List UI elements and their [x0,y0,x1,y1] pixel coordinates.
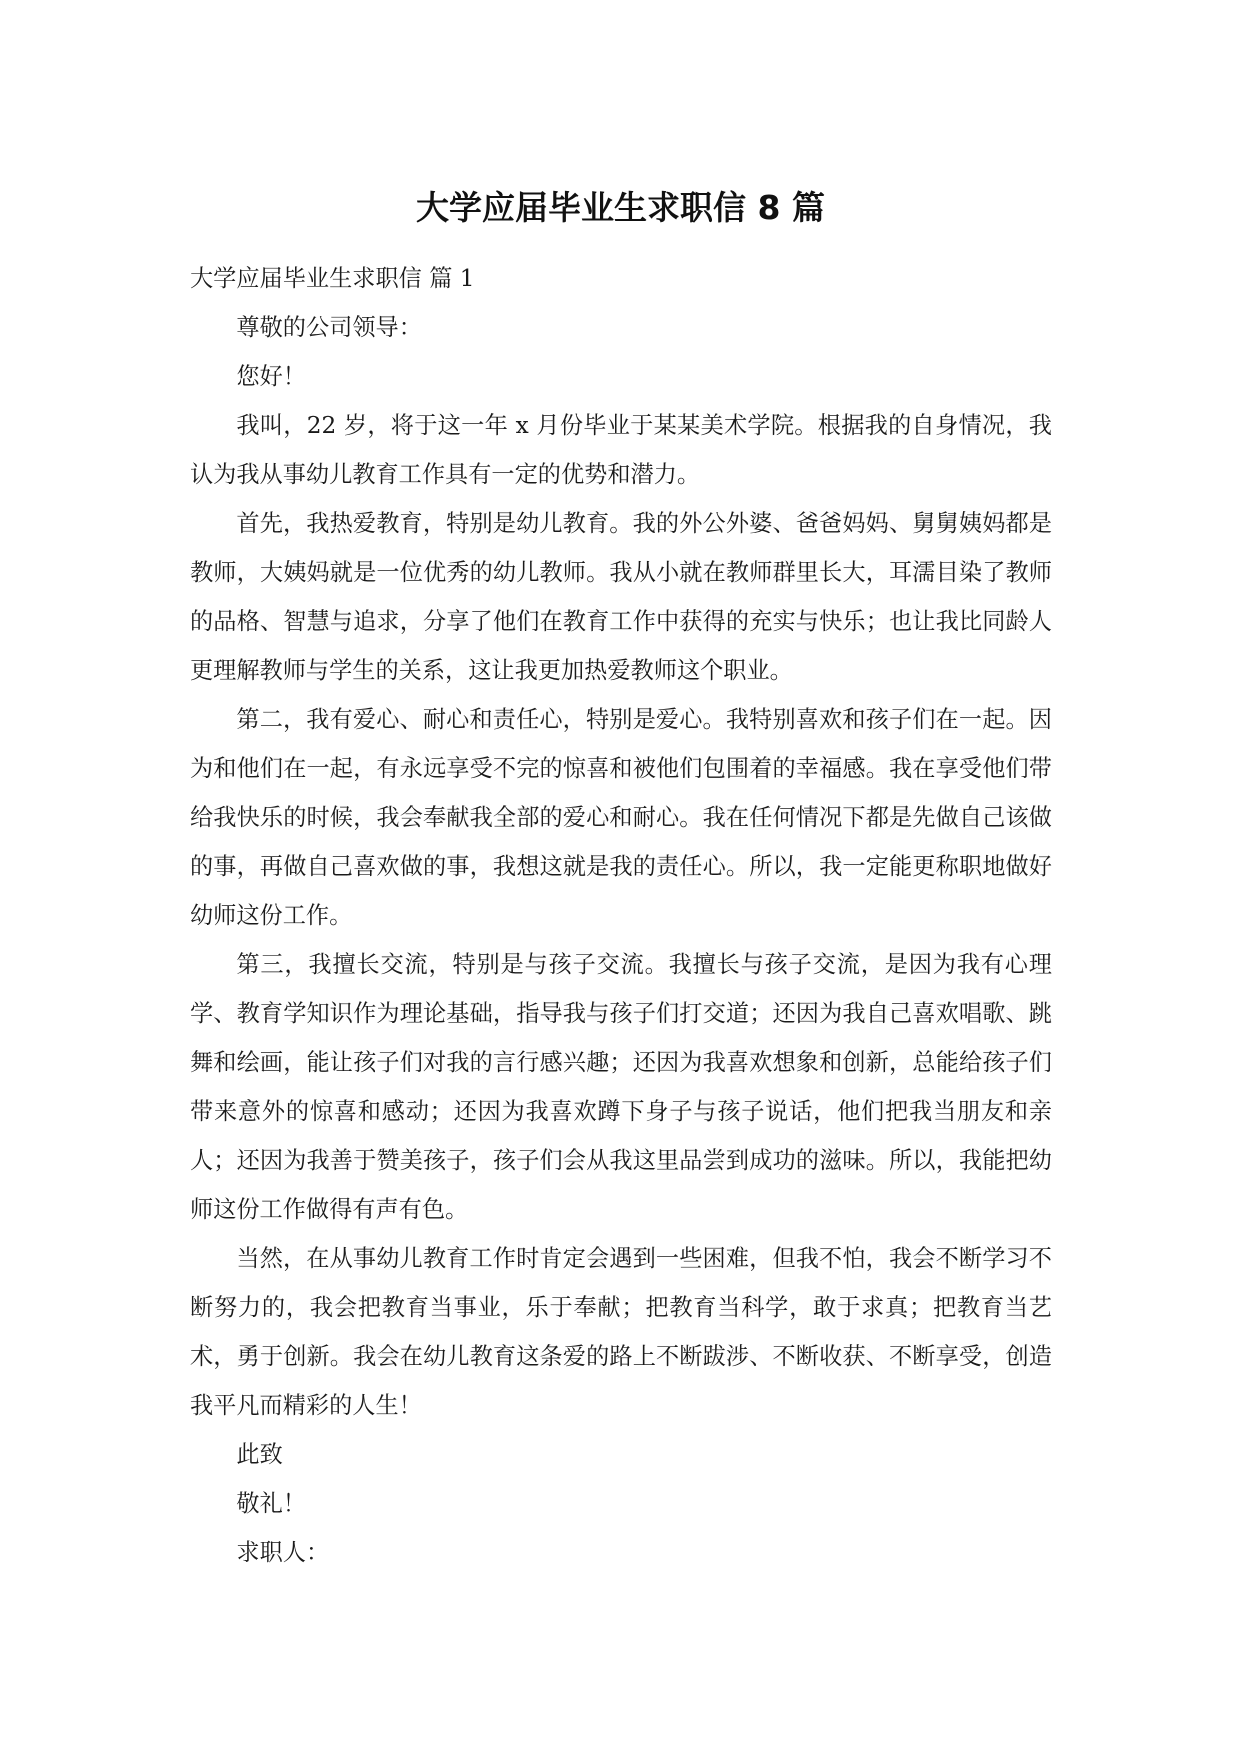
paragraph-intro: 我叫，22 岁，将于这一年 x 月份毕业于某某美术学院。根据我的自身情况，我认为我从事幼儿教育工作具有一定的优势和潜力。 [190,412,1052,488]
signature-line: 求职人： [236,1539,330,1566]
closing-line-2: 敬礼！ [236,1490,306,1517]
document-body [190,254,1052,1577]
paragraph-first: 首先，我热爱教育，特别是幼儿教育。我的外公外婆、爸爸妈妈、舅舅姨妈都是教师，大姨妈就是一位优秀的幼儿教师。我从小就在教师群里长大，耳濡目染了教师的品格、智慧与追求，分享了他们在教育工作中获得的充实与快乐；也让我比同龄人更理解教师与学生的关系，这让我更加热爱教师这个职业。 [190,510,1052,684]
closing-line-1: 此致 [236,1441,283,1468]
document-title: 大学应届毕业生求职信 8 篇 [416,188,825,227]
paragraph-third: 第三，我擅长交流，特别是与孩子交流。我擅长与孩子交流，是因为我有心理学、教育学知识作为理论基础，指导我与孩子们打交道；还因为我自己喜欢唱歌、跳舞和绘画，能让孩子们对我的言行感兴趣；还因为我喜欢想象和创新，总能给孩子们带来意外的惊喜和感动；还因为我喜欢蹲下身子与孩子说话，他们把我当朋友和亲人；还因为我善于赞美孩子，孩子们会从我这里品尝到成功的滋味。所以，我能把幼师这份工作做得有声有色。 [190,951,1052,1223]
paragraph-second: 第二，我有爱心、耐心和责任心，特别是爱心。我特别喜欢和孩子们在一起。因为和他们在一起，有永远享受不完的惊喜和被他们包围着的幸福感。我在享受他们带给我快乐的时候，我会奉献我全部的爱心和耐心。我在任何情况下都是先做自己该做的事，再做自己喜欢做的事，我想这就是我的责任心。所以，我一定能更称职地做好幼师这份工作。 [190,706,1052,929]
section-heading: 大学应届毕业生求职信 篇 1 [190,265,475,292]
paragraph-conclusion: 当然，在从事幼儿教育工作时肯定会遇到一些困难，但我不怕，我会不断学习不断努力的，我会把教育当事业，乐于奉献；把教育当科学，敢于求真；把教育当艺术，勇于创新。我会在幼儿教育这条爱的路上不断跋涉、不断收获、不断享受，创造我平凡而精彩的人生！ [190,1245,1052,1419]
salutation: 尊敬的公司领导： [236,314,422,341]
greeting: 您好！ [236,363,306,390]
